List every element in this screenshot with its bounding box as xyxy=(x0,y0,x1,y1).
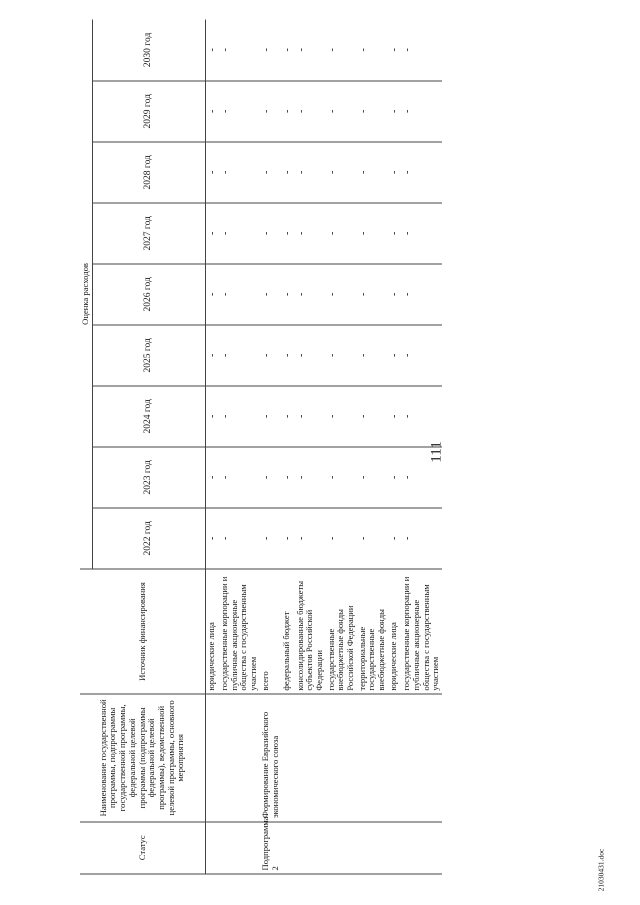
table-row xyxy=(205,20,219,875)
value-cell: - xyxy=(281,508,294,569)
value-cell: - xyxy=(326,142,357,203)
value-cell: - xyxy=(326,81,357,142)
value-cell: - xyxy=(260,447,281,508)
value-cell: - xyxy=(326,20,357,81)
status-cell xyxy=(205,822,219,874)
value-cell: - xyxy=(281,325,294,386)
rotated-page xyxy=(80,20,640,875)
file-id: 21030431.doc xyxy=(596,848,606,892)
value-cell: - xyxy=(295,386,326,447)
estimate-header: Оценка расходов xyxy=(80,20,92,569)
value-cell: - xyxy=(205,203,219,264)
value-cell: - xyxy=(388,264,401,325)
table-row xyxy=(295,20,326,875)
source-cell: юридические лица xyxy=(388,569,401,694)
name-cell xyxy=(219,694,260,821)
value-cell: - xyxy=(357,20,388,81)
value-cell: - xyxy=(219,508,260,569)
value-cell: - xyxy=(401,142,442,203)
year-header: 2025 год xyxy=(92,325,205,386)
value-cell: - xyxy=(295,142,326,203)
value-cell: - xyxy=(401,447,442,508)
value-cell: - xyxy=(281,142,294,203)
value-cell: - xyxy=(219,81,260,142)
name-header: Наименование государственной программы, подпрограммы государственной программы, федеральной целевой программы (подпрограммы федеральной целевой программы), ведомственной целевой программы, основного мероприятия xyxy=(80,694,205,821)
value-cell: - xyxy=(388,508,401,569)
page-number: 111 xyxy=(428,441,445,463)
value-cell: - xyxy=(357,386,388,447)
value-cell: - xyxy=(326,264,357,325)
value-cell: - xyxy=(219,20,260,81)
source-header: Источник финансирования xyxy=(80,569,205,694)
table-row xyxy=(219,20,260,875)
status-cell xyxy=(219,822,260,874)
value-cell: - xyxy=(388,203,401,264)
name-cell xyxy=(295,694,326,821)
value-cell: - xyxy=(219,325,260,386)
value-cell: - xyxy=(357,325,388,386)
value-cell: - xyxy=(281,264,294,325)
table-header xyxy=(80,20,205,875)
name-cell xyxy=(281,694,294,821)
value-cell: - xyxy=(219,142,260,203)
value-cell: - xyxy=(401,264,442,325)
source-cell: территориальные государственные внебюджетные фонды xyxy=(357,569,388,694)
status-cell xyxy=(295,822,326,874)
value-cell: - xyxy=(260,386,281,447)
name-cell xyxy=(205,694,219,821)
value-cell: - xyxy=(205,142,219,203)
value-cell: - xyxy=(295,447,326,508)
value-cell: - xyxy=(357,508,388,569)
value-cell: - xyxy=(260,20,281,81)
value-cell: - xyxy=(401,508,442,569)
status-cell xyxy=(326,822,357,874)
value-cell: - xyxy=(260,325,281,386)
source-cell: всего xyxy=(260,569,281,694)
value-cell: - xyxy=(326,447,357,508)
value-cell: - xyxy=(260,142,281,203)
source-cell: государственные корпорации и публичные акционерные общества с государственным участием xyxy=(401,569,442,694)
value-cell: - xyxy=(326,508,357,569)
source-cell: консолидированные бюджеты субъектов Российской Федерации xyxy=(295,569,326,694)
value-cell: - xyxy=(295,264,326,325)
source-cell: федеральный бюджет xyxy=(281,569,294,694)
value-cell: - xyxy=(219,386,260,447)
value-cell: - xyxy=(205,447,219,508)
value-cell: - xyxy=(401,20,442,81)
value-cell: - xyxy=(205,264,219,325)
value-cell: - xyxy=(205,325,219,386)
table-row xyxy=(401,20,442,875)
value-cell: - xyxy=(401,81,442,142)
year-header: 2027 год xyxy=(92,203,205,264)
value-cell: - xyxy=(357,447,388,508)
status-cell xyxy=(357,822,388,874)
status-cell xyxy=(281,822,294,874)
table-row xyxy=(326,20,357,875)
year-header: 2026 год xyxy=(92,264,205,325)
value-cell: - xyxy=(205,386,219,447)
value-cell: - xyxy=(295,203,326,264)
value-cell: - xyxy=(219,264,260,325)
year-header: 2022 год xyxy=(92,508,205,569)
value-cell: - xyxy=(219,447,260,508)
value-cell: - xyxy=(401,203,442,264)
year-header: 2029 год xyxy=(92,81,205,142)
value-cell: - xyxy=(388,386,401,447)
table-row xyxy=(260,20,281,875)
value-cell: - xyxy=(295,20,326,81)
value-cell: - xyxy=(295,325,326,386)
name-cell xyxy=(388,694,401,821)
value-cell: - xyxy=(281,447,294,508)
value-cell: - xyxy=(388,142,401,203)
value-cell: - xyxy=(388,325,401,386)
value-cell: - xyxy=(357,203,388,264)
name-cell xyxy=(401,694,442,821)
value-cell: - xyxy=(205,81,219,142)
name-cell xyxy=(326,694,357,821)
value-cell: - xyxy=(357,81,388,142)
year-header: 2024 год xyxy=(92,386,205,447)
value-cell: - xyxy=(281,203,294,264)
value-cell: - xyxy=(388,81,401,142)
year-header: 2023 год xyxy=(92,447,205,508)
value-cell: - xyxy=(219,203,260,264)
status-header: Статус xyxy=(80,822,205,874)
source-cell: государственные внебюджетные фонды Российской Федерации xyxy=(326,569,357,694)
table-row xyxy=(357,20,388,875)
value-cell: - xyxy=(401,325,442,386)
value-cell: - xyxy=(260,81,281,142)
value-cell: - xyxy=(281,386,294,447)
table-row xyxy=(388,20,401,875)
value-cell: - xyxy=(401,386,442,447)
source-cell: юридические лица xyxy=(205,569,219,694)
status-cell xyxy=(401,822,442,874)
value-cell: - xyxy=(295,81,326,142)
value-cell: - xyxy=(326,386,357,447)
value-cell: - xyxy=(205,508,219,569)
value-cell: - xyxy=(260,508,281,569)
value-cell: - xyxy=(357,264,388,325)
value-cell: - xyxy=(326,203,357,264)
year-header: 2028 год xyxy=(92,142,205,203)
value-cell: - xyxy=(295,508,326,569)
table-row xyxy=(281,20,294,875)
value-cell: - xyxy=(260,203,281,264)
name-cell xyxy=(357,694,388,821)
value-cell: - xyxy=(205,20,219,81)
funding-table xyxy=(80,20,442,875)
value-cell: - xyxy=(388,447,401,508)
year-header: 2030 год xyxy=(92,20,205,81)
name-cell: Формирование Евразийского экономического союза xyxy=(260,694,281,821)
value-cell: - xyxy=(357,142,388,203)
value-cell: - xyxy=(281,20,294,81)
value-cell: - xyxy=(326,325,357,386)
value-cell: - xyxy=(388,20,401,81)
value-cell: - xyxy=(281,81,294,142)
table-body xyxy=(205,20,442,875)
status-cell: Подпрограмма 2 xyxy=(260,822,281,874)
value-cell: - xyxy=(260,264,281,325)
source-cell: государственные корпорации и публичные акционерные общества с государственным участием xyxy=(219,569,260,694)
status-cell xyxy=(388,822,401,874)
